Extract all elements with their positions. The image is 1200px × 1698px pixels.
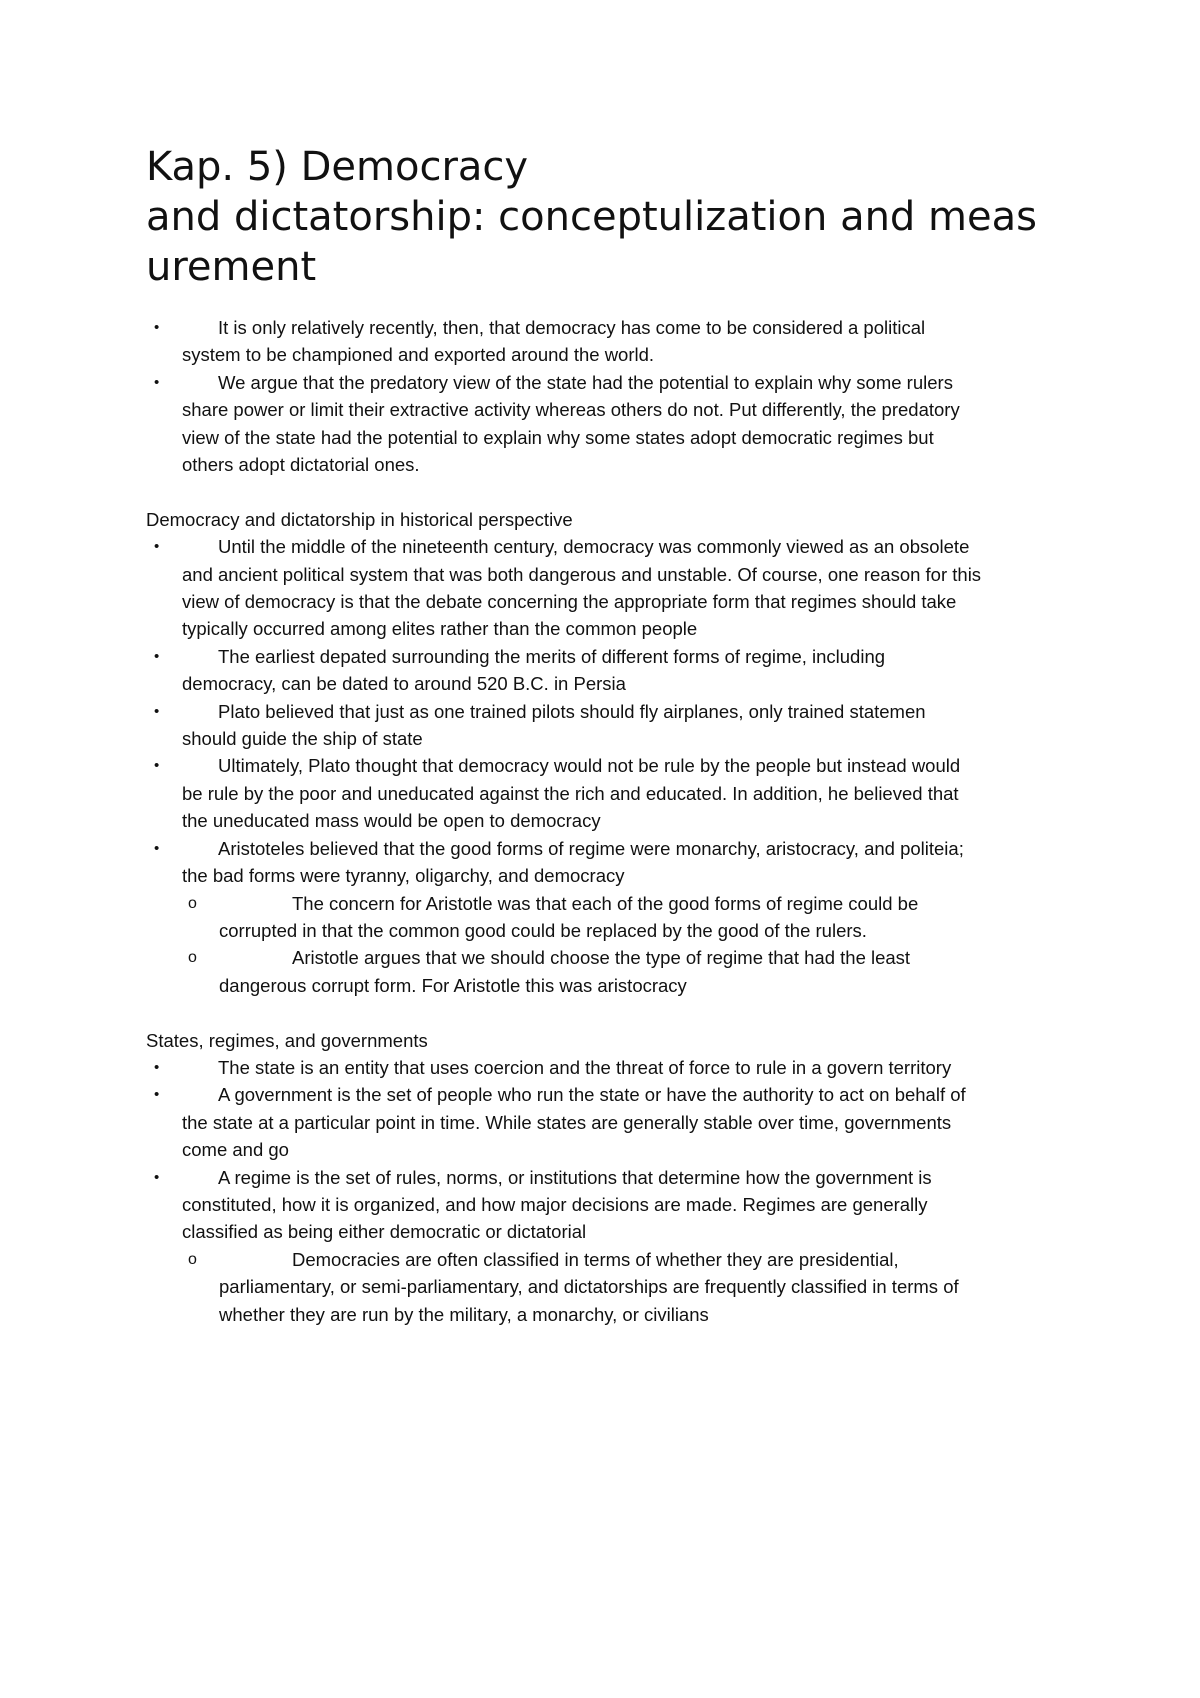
bullet-line: Aristotle argues that we should choose the type of regime that had the least — [292, 947, 911, 969]
section2-bullet-2 — [146, 1081, 1096, 1163]
document-title — [146, 142, 1066, 292]
bullet-line: the uneducated mass would be open to democracy — [182, 810, 601, 832]
bullet-line: share power or limit their extractive activity whereas others do not. Put differently, the predatory — [182, 399, 960, 421]
bullet-line: Until the middle of the nineteenth century, democracy was commonly viewed as an obsolete — [218, 536, 970, 558]
section1-bullet-5 — [146, 835, 1096, 890]
bullet-line: others adopt dictatorial ones. — [182, 454, 420, 476]
bullet-line: It is only relatively recently, then, that democracy has come to be considered a political — [218, 317, 926, 338]
bullet-line: We argue that the predatory view of the state had the potential to explain why some rulers — [218, 371, 953, 393]
bullet-line: should guide the ship of state — [182, 728, 423, 750]
bullet-line: classified as being either democratic or dictatorial — [182, 1221, 587, 1243]
bullet-line: Aristoteles believed that the good forms of regime were monarchy, aristocracy, and politeia; — [218, 837, 964, 859]
sub-bullet-marker: o — [188, 949, 197, 967]
bullet-line: A regime is the set of rules, norms, or institutions that determine how the government is — [218, 1166, 932, 1188]
section-heading-historical: Democracy and dictatorship in historical perspective — [146, 508, 573, 530]
section1-bullet-2 — [146, 643, 1096, 698]
section1-sub-bullet-2 — [146, 944, 1096, 999]
bullet-marker: • — [154, 1058, 160, 1076]
bullet-line: corrupted in that the common good could be replaced by the good of the rulers. — [219, 919, 867, 941]
bullet-marker: • — [154, 839, 160, 857]
bullet-line: system to be championed and exported around the world. — [182, 344, 655, 366]
document-body — [146, 314, 1096, 1328]
intro-bullet-2 — [146, 369, 1096, 479]
sub-bullet-marker: o — [188, 894, 197, 912]
bullet-marker: • — [154, 319, 160, 336]
bullet-line: view of the state had the potential to explain why some states adopt democratic regimes but — [182, 426, 934, 448]
bullet-line: be rule by the poor and uneducated against the rich and educated. In addition, he believed that — [182, 782, 959, 804]
title-line-1: Kap. 5) Democracy — [146, 144, 529, 190]
section1-bullet-3 — [146, 698, 1096, 753]
bullet-line: and ancient political system that was both dangerous and unstable. Of course, one reason for this — [182, 563, 982, 585]
bullet-marker: • — [154, 1086, 160, 1104]
bullet-line: constituted, how it is organized, and how major decisions are made. Regimes are generally — [182, 1193, 928, 1215]
bullet-marker: • — [154, 757, 160, 775]
bullet-line: view of democracy is that the debate concerning the appropriate form that regimes should take — [182, 591, 957, 613]
bullet-line: come and go — [182, 1139, 289, 1161]
section2-bullet-3 — [146, 1164, 1096, 1246]
bullet-line: the bad forms were tyranny, oligarchy, and democracy — [182, 865, 625, 887]
bullet-line: The concern for Aristotle was that each of the good forms of regime could be — [292, 892, 919, 914]
bullet-line: democracy, can be dated to around 520 B.C. in Persia — [182, 673, 626, 695]
section2-bullet-1 — [146, 1054, 1096, 1081]
bullet-line: The state is an entity that uses coercion and the threat of force to rule in a govern territory — [218, 1056, 952, 1078]
bullet-marker: • — [154, 538, 160, 556]
bullet-marker: • — [154, 373, 160, 391]
bullet-line: The earliest depated surrounding the merits of different forms of regime, including — [218, 645, 886, 667]
bullet-line: the state at a particular point in time. While states are generally stable over time, governments — [182, 1111, 952, 1133]
title-line-3: urement — [146, 244, 317, 290]
bullet-line: dangerous corrupt form. For Aristotle this was aristocracy — [219, 974, 687, 996]
bullet-marker: • — [154, 702, 160, 720]
intro-bullet-1 — [146, 314, 1096, 369]
sub-bullet-marker: o — [188, 1250, 197, 1268]
title-line-2: and dictatorship: conceptulization and meas — [146, 194, 1037, 240]
bullet-marker: • — [154, 647, 160, 665]
section1-bullet-4 — [146, 752, 1096, 834]
bullet-line: whether they are run by the military, a monarchy, or civilians — [219, 1303, 709, 1325]
section1-bullet-1 — [146, 533, 1096, 643]
bullet-line: Ultimately, Plato thought that democracy would not be rule by the people but instead would — [218, 755, 961, 777]
section-heading-states: States, regimes, and governments — [146, 1029, 428, 1051]
bullet-line: typically occurred among elites rather than the common people — [182, 618, 698, 640]
bullet-line: A government is the set of people who run the state or have the authority to act on behalf of — [218, 1084, 966, 1106]
bullet-line: Plato believed that just as one trained pilots should fly airplanes, only trained statemen — [218, 700, 926, 722]
bullet-line: Democracies are often classified in terms of whether they are presidential, — [292, 1248, 899, 1270]
bullet-marker: • — [154, 1168, 160, 1186]
bullet-line: parliamentary, or semi-parliamentary, and dictatorships are frequently classified in terms of — [219, 1276, 959, 1298]
section2-sub-bullet-1 — [146, 1246, 1096, 1328]
section1-sub-bullet-1 — [146, 890, 1096, 945]
